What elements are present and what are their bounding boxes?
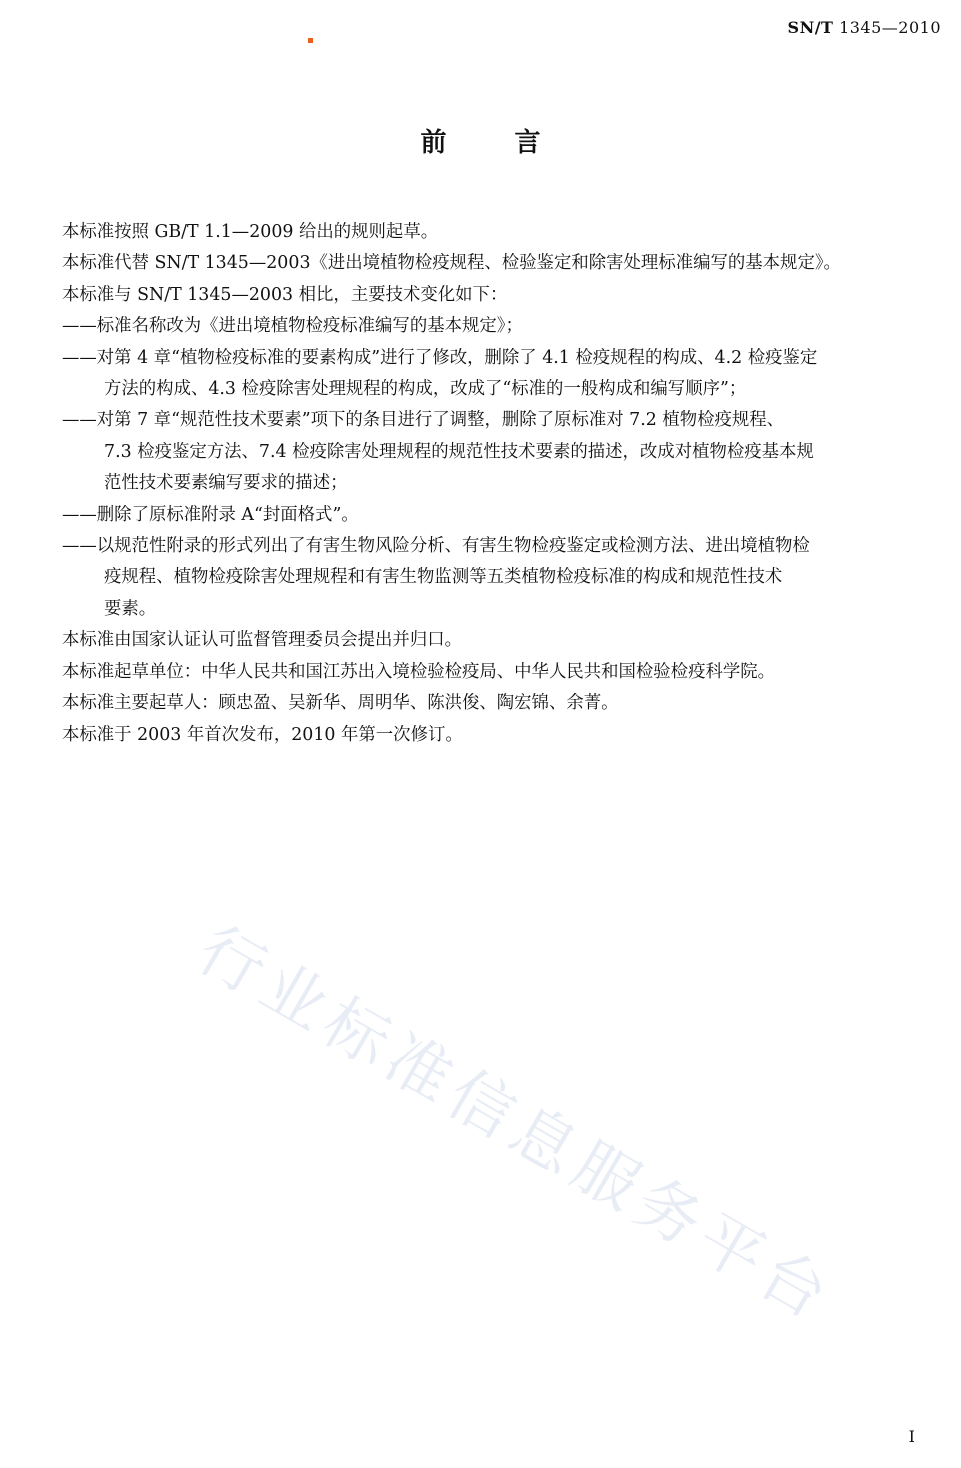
list-item-line: 7.3 检疫鉴定方法、7.4 检疫除害处理规程的规范性技术要素的描述，改成对植物检疫基本规 bbox=[104, 441, 814, 462]
orange-mark-dot bbox=[308, 38, 313, 43]
doc-number: 1345—2010 bbox=[839, 18, 941, 37]
list-item bbox=[62, 405, 944, 499]
list-item-line: ——以规范性附录的形式列出了有害生物风险分析、有害生物检疫鉴定或检测方法、进出境植物检 bbox=[62, 536, 810, 557]
list-item-line: ——标准名称改为《进出境植物检疫标准编写的基本规定》； bbox=[62, 316, 523, 337]
paragraph-history: 本标准于 2003 年首次发布，2010 年第一次修订。 bbox=[62, 724, 463, 745]
doc-code: SN/T bbox=[787, 18, 834, 37]
paragraph-drafting-rules: 本标准按照 GB/T 1.1—2009 给出的规则起草。 bbox=[62, 222, 439, 242]
page-title: 前言 bbox=[420, 128, 609, 158]
list-item-line: 方法的构成、4.3 检疫除害处理规程的构成，改成了“标准的一般构成和编写顺序”； bbox=[104, 379, 747, 400]
list-item-line: 要素。 bbox=[104, 598, 157, 619]
list-item bbox=[62, 311, 944, 342]
list-item bbox=[62, 500, 944, 531]
paragraph-changes-intro: 本标准与 SN/T 1345—2003 相比，主要技术变化如下： bbox=[62, 284, 508, 305]
page-number: I bbox=[908, 1427, 915, 1446]
list-item-line: 范性技术要素编写要求的描述； bbox=[104, 473, 348, 494]
list-item-line: ——对第 7 章“规范性技术要素”项下的条目进行了调整，删除了原标准对 7.2 植物检疫规程、 bbox=[62, 410, 785, 431]
paragraph-replaces: 本标准代替 SN/T 1345—2003《进出境植物检疫规程、检验鉴定和除害处理标准编写的基本规定》。 bbox=[62, 253, 841, 274]
page-header bbox=[788, 18, 941, 37]
paragraph-drafters: 本标准主要起草人：顾忠盈、吴新华、周明华、陈洪俊、陶宏锦、余菁。 bbox=[62, 693, 619, 714]
list-item-line: ——对第 4 章“植物检疫标准的要素构成”进行了修改，删除了 4.1 检疫规程的构成、4.2 检疫鉴定 bbox=[62, 347, 818, 368]
list-item-line: ——删除了原标准附录 A“封面格式”。 bbox=[62, 504, 359, 525]
foreword-body bbox=[62, 217, 944, 751]
paragraph-drafting-units: 本标准起草单位：中华人民共和国江苏出入境检验检疫局、中华人民共和国检验检疫科学院。 bbox=[62, 661, 776, 682]
list-item bbox=[62, 343, 944, 406]
watermark: 行业标准信息服务平台 bbox=[185, 912, 847, 1338]
paragraph-proposer: 本标准由国家认证认可监督管理委员会提出并归口。 bbox=[62, 630, 462, 651]
list-item bbox=[62, 531, 944, 625]
list-item-line: 疫规程、植物检疫除害处理规程和有害生物监测等五类植物检疫标准的构成和规范性技术 bbox=[104, 567, 783, 588]
